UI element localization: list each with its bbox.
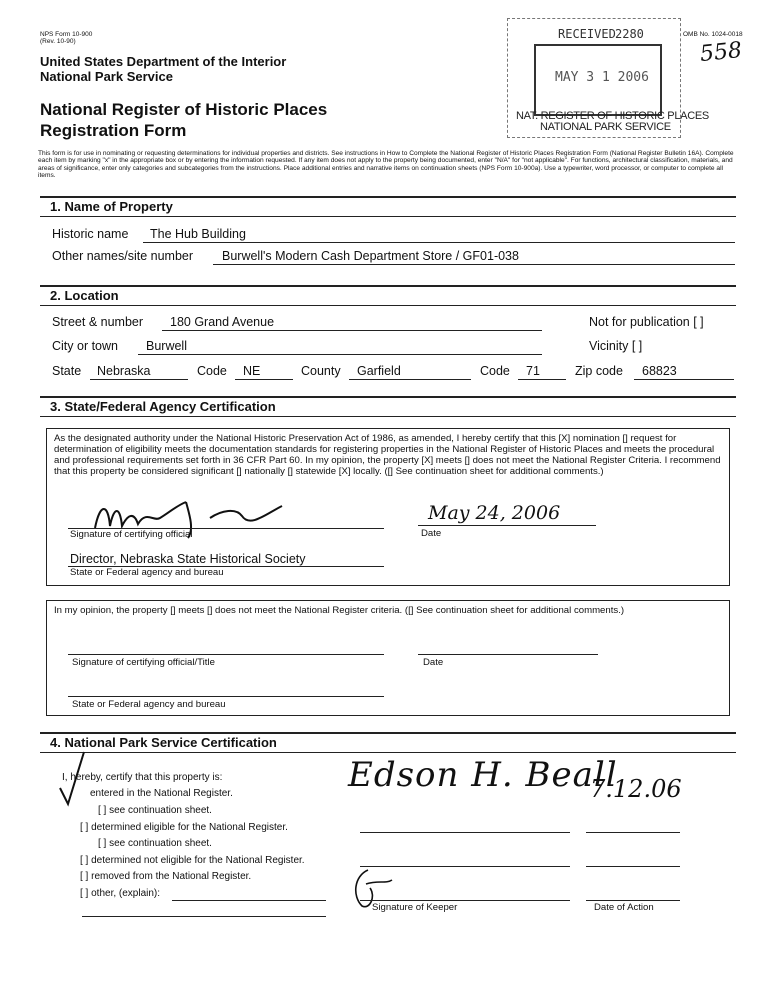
department-line: United States Department of the Interior	[40, 54, 287, 69]
nps-item-entered: entered in the National Register.	[90, 788, 233, 799]
section-3-header	[40, 396, 736, 417]
form-id-line1: NPS Form 10-900	[40, 31, 93, 38]
stamp-received: RECEIVED	[558, 27, 616, 41]
street-line	[162, 330, 542, 331]
section-4-header	[40, 732, 736, 753]
county-code-value: 71	[526, 364, 540, 378]
other-explain-line-2	[82, 916, 326, 917]
sig-line-2	[360, 832, 570, 833]
stamp-line1: NAT. REGISTER OF HISTORIC PLACES	[516, 110, 709, 122]
handwritten-number: 558	[698, 37, 744, 68]
keeper-signature-line	[360, 900, 570, 901]
stamp-line2: NATIONAL PARK SERVICE	[540, 121, 671, 133]
section-1-title: 1. Name of Property	[50, 199, 173, 214]
section-4-title: 4. National Park Service Certification	[50, 735, 277, 750]
historic-name-value: The Hub Building	[150, 227, 246, 241]
service-line: National Park Service	[40, 69, 173, 84]
opinion-signature-label: Signature of certifying official/Title	[72, 657, 215, 668]
nps-item-eligible: [ ] determined eligible for the National Register.	[80, 822, 288, 833]
state-line	[90, 379, 188, 380]
section-2-title: 2. Location	[50, 288, 119, 303]
omb-number: OMB No. 1024-0018	[683, 31, 743, 38]
nps-item-other: [ ] other, (explain):	[80, 888, 161, 899]
opinion-signature-line	[68, 654, 384, 655]
date-line	[418, 525, 596, 526]
keeper-label: Signature of Keeper	[372, 902, 458, 913]
opinion-agency-label: State or Federal agency and bureau	[72, 699, 226, 710]
nps-intro: I, hereby, certify that this property is:	[62, 772, 223, 783]
section-1-header	[40, 196, 736, 217]
city-label: City or town	[52, 339, 118, 353]
agency-label: State or Federal agency and bureau	[70, 567, 224, 578]
action-date: 7.12.06	[590, 775, 682, 803]
handwritten-date: May 24, 2006	[428, 502, 561, 524]
county-code-label: Code	[480, 364, 510, 378]
opinion-text: In my opinion, the property [] meets [] does not meet the National Register criteria. ([] See continuation sheet for additional comments.)	[54, 605, 625, 616]
county-label: County	[301, 364, 341, 378]
section-2-header	[40, 285, 736, 306]
certification-text: As the designated authority under the National Historic Preservation Act of 1986, as amended, I hereby certify that this [X] nomination [] request for determination of eligibility meets the documentation standards for registering properties in the National Register of Historic Places and meets the procedural and professional requirements set forth in 36 CFR Part 60. In my opinion, the property [X] meets [] does not meet the National Register Criteria. I recommend that this property be considered significant [] nationally [] statewide [X] locally. ([] See continuation sheet for additional comments.)	[54, 433, 721, 477]
nps-item-continuation-2: [ ] see continuation sheet.	[98, 838, 212, 849]
nps-item-removed: [ ] removed from the National Register.	[80, 871, 252, 882]
zip-label: Zip code	[575, 364, 623, 378]
street-value: 180 Grand Avenue	[170, 315, 275, 329]
section-3-title: 3. State/Federal Agency Certification	[50, 399, 276, 414]
opinion-date-line	[418, 654, 598, 655]
opinion-agency-line	[68, 696, 384, 697]
form-title: National Register of Historic Places	[40, 100, 328, 119]
street-label: Street & number	[52, 315, 144, 329]
nps-item-not-eligible: [ ] determined not eligible for the National Register.	[80, 855, 305, 866]
form-instructions: This form is for use in nominating or requesting determinations for individual properties and districts. See instructions in How to Complete the National Register of Historic Places Registration Form (National Register Bulletin 16A). Complete each item by marking "x" in the appropriate box or by entering the information requested. If any item does not apply to the property being documented, enter "N/A" for "not applicable". For functions, architectural classification, materials, and areas of significance, enter only categories and subcategories from the instructions. Place additional entries and narrative items on continuation sheets (NPS Form 10-900a). Use a typewriter, word processor, or computer to complete all items.	[38, 150, 734, 180]
city-line	[138, 354, 542, 355]
stamp-date: MAY 3 1 2006	[555, 70, 649, 85]
not-for-publication: Not for publication [ ]	[589, 315, 704, 329]
county-code-line	[518, 379, 566, 380]
historic-name-label: Historic name	[52, 227, 129, 241]
historic-name-line	[143, 242, 735, 243]
other-names-label: Other names/site number	[52, 249, 194, 263]
nps-item-continuation-1: [ ] see continuation sheet.	[98, 805, 212, 816]
agency-value: Director, Nebraska State Historical Society	[70, 552, 306, 566]
action-date-label: Date of Action	[594, 902, 654, 913]
date-label: Date	[421, 528, 442, 539]
zip-value: 68823	[642, 364, 677, 378]
form-id-line2: (Rev. 10-90)	[40, 38, 76, 45]
action-date-line	[586, 900, 680, 901]
date-line-3	[586, 866, 680, 867]
state-value: Nebraska	[97, 364, 151, 378]
stamp-number: 2280	[615, 27, 644, 41]
county-value: Garfield	[357, 364, 401, 378]
opinion-date-label: Date	[423, 657, 444, 668]
zip-line	[634, 379, 734, 380]
state-label: State	[52, 364, 82, 378]
date-line-2	[586, 832, 680, 833]
city-value: Burwell	[146, 339, 187, 353]
other-explain-line	[172, 900, 326, 901]
county-line	[349, 379, 471, 380]
form-subtitle: Registration Form	[40, 121, 187, 140]
official-signature-label: Signature of certifying official	[70, 529, 193, 540]
other-names-value: Burwell's Modern Cash Department Store / GF01-038	[222, 249, 519, 263]
state-code-line	[235, 379, 293, 380]
keeper-signature: Edson H. Beall	[348, 755, 618, 795]
vicinity: Vicinity [ ]	[589, 339, 643, 353]
state-code-label: Code	[197, 364, 227, 378]
state-code-value: NE	[243, 364, 261, 378]
other-names-line	[213, 264, 735, 265]
